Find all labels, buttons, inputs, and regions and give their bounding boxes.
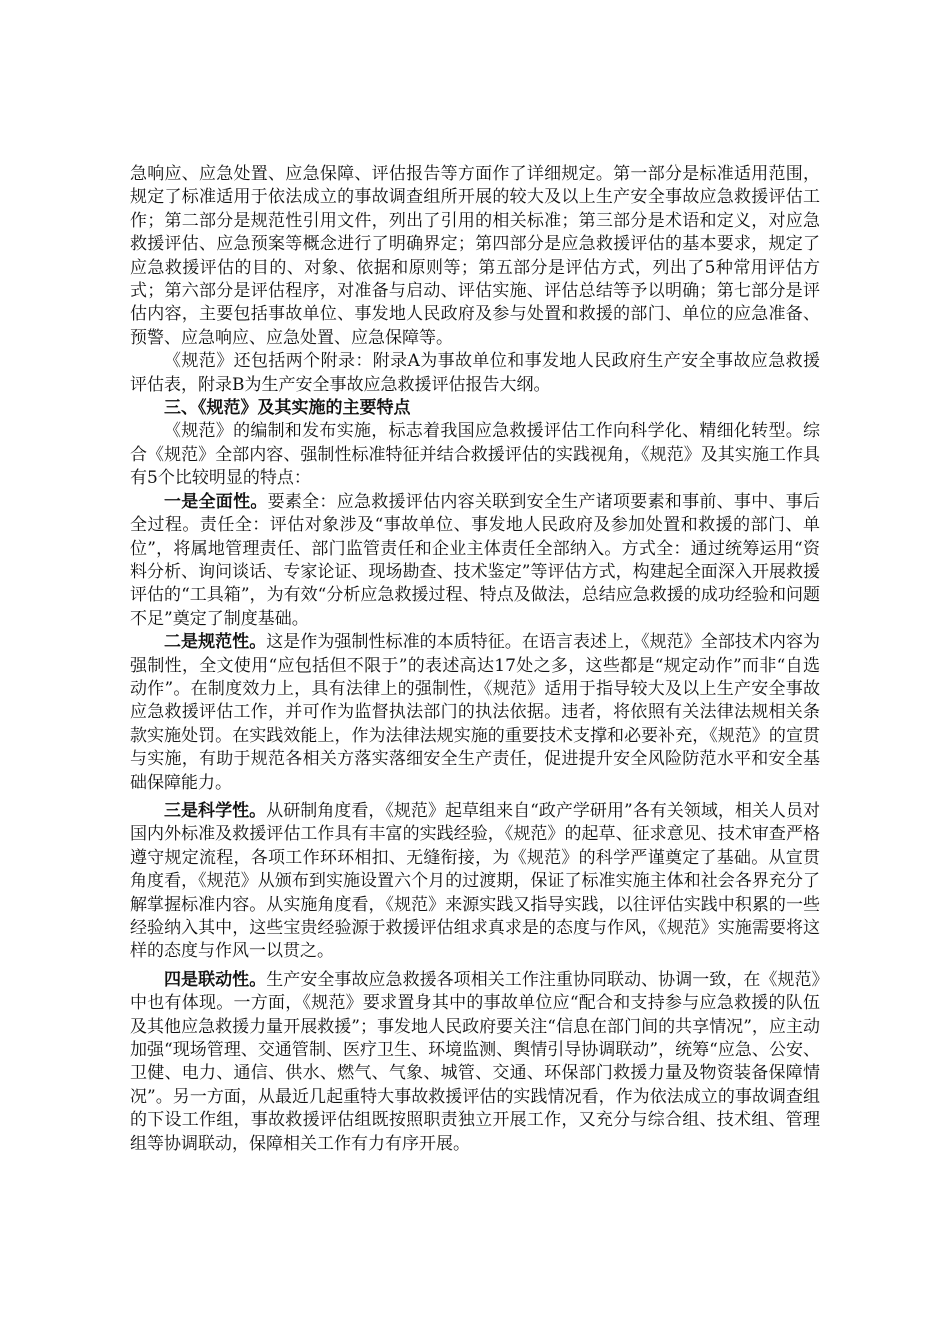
- feature-body: 这是作为强制性标准的本质特征。在语言表述上，《规范》全部技术内容为强制性，全文使用“应包括但不限于”的表述高达17处之多，这些都是“规定动作”而非“自选动作”。在制度效力上，具有法律上的强制性，《规范》适用于指导较大及以上生产安全事故应急救援评估工作，并可作为监督执法部门的执法依据。违者，将依照有关法律法规相关条款实施处罚。在实践效能上，作为法律法规实施的重要技术支撑和必要补充，《规范》的宣贯与实施，有助于规范各相关方落实落细安全生产责任，促进提升安全风险防范水平和安全基础保障能力。: [130, 632, 821, 793]
- feature-body: 要素全：应急救援评估内容关联到安全生产诸项要素和事前、事中、事后全过程。责任全：评估对象涉及“事故单位、事发地人民政府及参加处置和救援的部门、单位”，将属地管理责任、部门监管责任和企业主体责任全部纳入。方式全：通过统筹运用“资料分析、询问谈话、专家论证、现场勘查、技术鉴定”等评估方式，构建起全面深入开展救援评估的“工具箱”，为有效“分析应急救援过程、特点及做法，总结应急救援的成功经验和问题不足”奠定了制度基础。: [130, 491, 821, 629]
- feature-lead: 三是科学性。: [164, 800, 267, 821]
- feature-lead: 一是全面性。: [164, 491, 268, 512]
- section-heading-main-features: 三、《规范》及其实施的主要特点: [164, 398, 411, 419]
- paragraph-feature-comprehensive: [130, 491, 820, 631]
- feature-body: 生产安全事故应急救援各项相关工作注重协同联动、协调一致，在《规范》中也有体现。一方面，《规范》要求置身其中的事故单位应“配合和支持参与应急救援的队伍及其他应急救援力量开展救援”；事发地人民政府要关注“信息在部门间的共享情况”，应主动加强“现场管理、交通管制、医疗卫生、环境监测、舆情引导协调联动”，统筹“应急、公安、卫健、电力、通信、供水、燃气、气象、城管、交通、环保部门救援力量及物资装备保障情况”。另一方面，从最近几起重特大事故救援评估的实践情况看，作为依法成立的事故调查组的下设工作组，事故救援评估组既按照职责独立开展工作，又充分与综合组、技术组、管理组等协调联动，保障相关工作有力有序开展。: [130, 969, 821, 1154]
- paragraph-appendices: 《规范》还包括两个附录：附录A为事故单位和事发地人民政府生产安全事故应急救援评估表，附录B为生产安全事故应急救援评估报告大纲。: [130, 351, 820, 395]
- feature-body: 从研制角度看，《规范》起草组来自“政产学研用”各有关领域，相关人员对国内外标准及救援评估工作具有丰富的实践经验，《规范》的起草、征求意见、技术审查严格遵守规定流程，各项工作环环相扣、无缝衔接，为《规范》的科学严谨奠定了基础。从宣贯角度看，《规范》从颁布到实施设置六个月的过渡期，保证了标准实施主体和社会各界充分了解掌握标准内容。从实施角度看，《规范》来源实践又指导实践，以往评估实践中积累的一些经验纳入其中，这些宝贵经验源于救援评估组求真求是的态度与作风，《规范》实施需要将这样的态度与作风一以贯之。: [130, 800, 820, 962]
- feature-lead: 二是规范性。: [164, 632, 267, 653]
- paragraph-standard-structure: 急响应、应急处置、应急保障、评估报告等方面作了详细规定。第一部分是标准适用范围，规定了标准适用于依法成立的事故调查组所开展的较大及以上生产安全事故应急救援评估工作；第二部分是规范性引用文件，列出了引用的相关标准；第三部分是术语和定义，对应急救援评估、应急预案等概念进行了明确界定；第四部分是应急救援评估的基本要求，规定了应急救援评估的目的、对象、依据和原则等；第五部分是评估方式，列出了5种常用评估方式；第六部分是评估程序，对准备与启动、评估实施、评估总结等予以明确；第七部分是评估内容，主要包括事故单位、事发地人民政府及参与处置和救援的部门、单位的应急准备、预警、应急响应、应急处置、应急保障等。: [130, 164, 820, 348]
- paragraph-feature-normative: [130, 631, 820, 795]
- paragraph-feature-scientific: [130, 800, 820, 964]
- paragraph-feature-linkage: [130, 969, 820, 1156]
- feature-lead: 四是联动性。: [164, 969, 267, 990]
- document-body: [130, 163, 820, 1156]
- paragraph-features-intro: 《规范》的编制和发布实施，标志着我国应急救援评估工作向科学化、精细化转型。综合《规范》全部内容、强制性标准特征并结合救援评估的实践视角，《规范》及其实施工作具有5个比较明显的特点：: [130, 421, 820, 489]
